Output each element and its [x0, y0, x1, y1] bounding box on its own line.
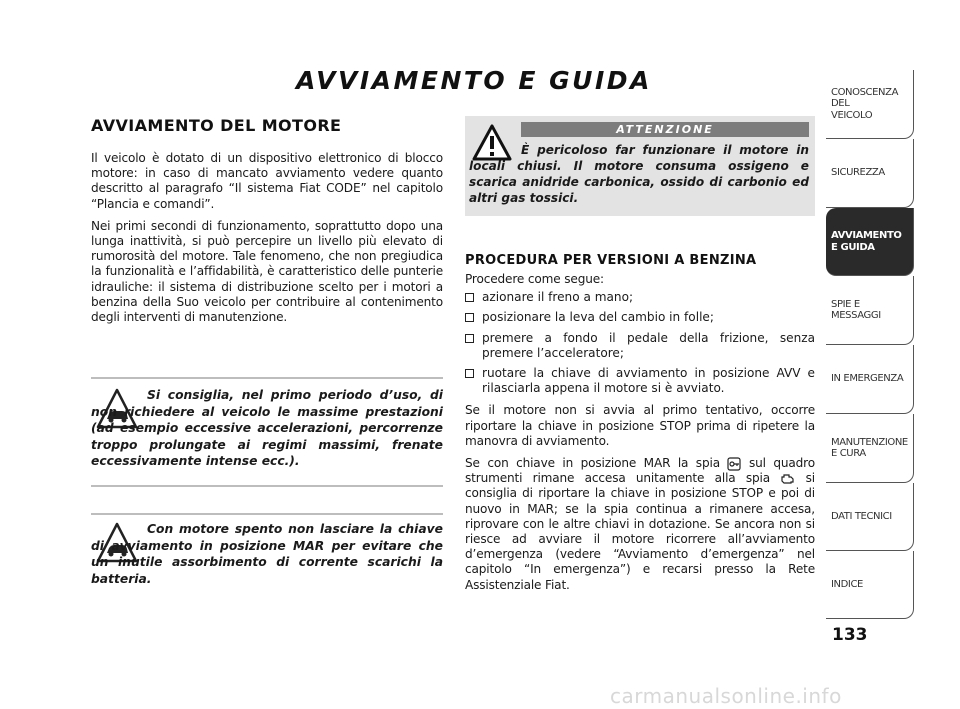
tab-avviamento[interactable]: AVVIAMENTO E GUIDA: [826, 208, 914, 276]
right-column: [465, 116, 815, 600]
paragraph-immobilizer: Il veicolo è dotato di un dispositivo elettronico di blocco motore: in caso di mancato avviamento vedere quanto descritto al paragrafo “Il sistema Fiat CODE” nel capitolo “Plancia e comandi”.: [91, 151, 443, 211]
note-battery: [91, 513, 443, 591]
list-item: ruotare la chiave di avviamento in posizione AVV e rilasciarla appena il motore si è avviato.: [465, 366, 815, 396]
tab-emergenza[interactable]: IN EMERGENZA: [826, 345, 914, 414]
note-first-use: [91, 377, 443, 487]
key-warning-lamp-icon: [727, 457, 741, 471]
list-item: posizionare la leva del cambio in folle;: [465, 310, 815, 325]
left-column: [91, 116, 443, 332]
list-item: azionare il freno a mano;: [465, 290, 815, 305]
checkbox-bullet-icon: [465, 293, 474, 302]
paragraph-lamps: Se con chiave in posizione MAR la spia sul quadro strumenti rimane accesa unitamente alla spia si consiglia di riportare la chiave in posizione STOP e poi di nuovo in MAR; se la spia continua a rimanere accesa, riprovare con le altre chiavi in dotazione. Se ancora non si riesce ad avviare il motore ricorrere all’avviamento d’emergenza (vedere “Avviamento d’emergenza” nel capitolo “In emergenza”) e recarsi presso la Rete Assistenziale Fiat.: [465, 456, 816, 592]
tab-conoscenza[interactable]: CONOSCENZA DEL VEICOLO: [826, 70, 914, 139]
note-divider-top: [91, 513, 443, 515]
watermark: carmanualsonline.info: [610, 684, 842, 708]
warning-box: [465, 116, 815, 216]
note-first-use-text: Si consiglia, nel primo periodo d’uso, di non richiedere al veicolo le massime prestazioni (ad esempio eccessive accelerazioni, percorrenze troppo prolungate ai regimi massimi, frenate eccessivamente intense ecc.).: [91, 388, 443, 468]
note-divider-top: [91, 377, 443, 379]
section-heading-benzina: PROCEDURA PER VERSIONI A BENZINA: [465, 253, 757, 268]
procedure-steps: [465, 290, 815, 396]
warning-text: È pericoloso far funzionare il motore in locali chiusi. Il motore consuma ossigeno e scarica anidride carbonica, ossido di carbonio ed altri gas tossici.: [469, 143, 809, 205]
tab-indice[interactable]: INDICE: [826, 551, 914, 619]
tab-sicurezza[interactable]: SICUREZZA: [826, 139, 914, 208]
paragraph-noise: Nei primi secondi di funzionamento, soprattutto dopo una lunga inattività, si può percepire un livello più elevato di rumorosità del motore. Tale fenomeno, che non pregiudica la funzionalità e l’affidabilità, è caratteristico delle punterie idrauliche: il sistema di distribuzione scelto per i motori a benzina della Suo veicolo per contribuire al contenimento degli interventi di manutenzione.: [91, 218, 443, 325]
engine-fault-lamp-icon: [780, 473, 795, 485]
checkbox-bullet-icon: [465, 313, 474, 322]
list-item: premere a fondo il pedale della frizione, senza premere l’acceleratore;: [465, 331, 815, 361]
tab-manutenzione[interactable]: MANUTENZIONE E CURA: [826, 414, 914, 483]
page-number: 133: [832, 625, 868, 645]
note-battery-text: Con motore spento non lasciare la chiave di avviamento in posizione MAR per evitare che un inutile assorbimento di corrente scarichi la batteria.: [91, 522, 443, 586]
procedure-intro: Procedere come segue:: [465, 272, 604, 286]
checkbox-bullet-icon: [465, 369, 474, 378]
section-heading-avviamento: AVVIAMENTO DEL MOTORE: [91, 116, 342, 135]
note-divider-bottom: [91, 485, 443, 487]
warning-header: ATTENZIONE: [521, 122, 809, 137]
paragraph-retry: Se il motore non si avvia al primo tentativo, occorre riportare la chiave in posizione STOP prima di ripetere la manovra di avviamento.: [465, 403, 815, 448]
tab-spie[interactable]: SPIE E MESSAGGI: [826, 276, 914, 345]
checkbox-bullet-icon: [465, 334, 474, 343]
page-title: AVVIAMENTO E GUIDA: [296, 66, 652, 95]
tab-dati-tecnici[interactable]: DATI TECNICI: [826, 483, 914, 551]
